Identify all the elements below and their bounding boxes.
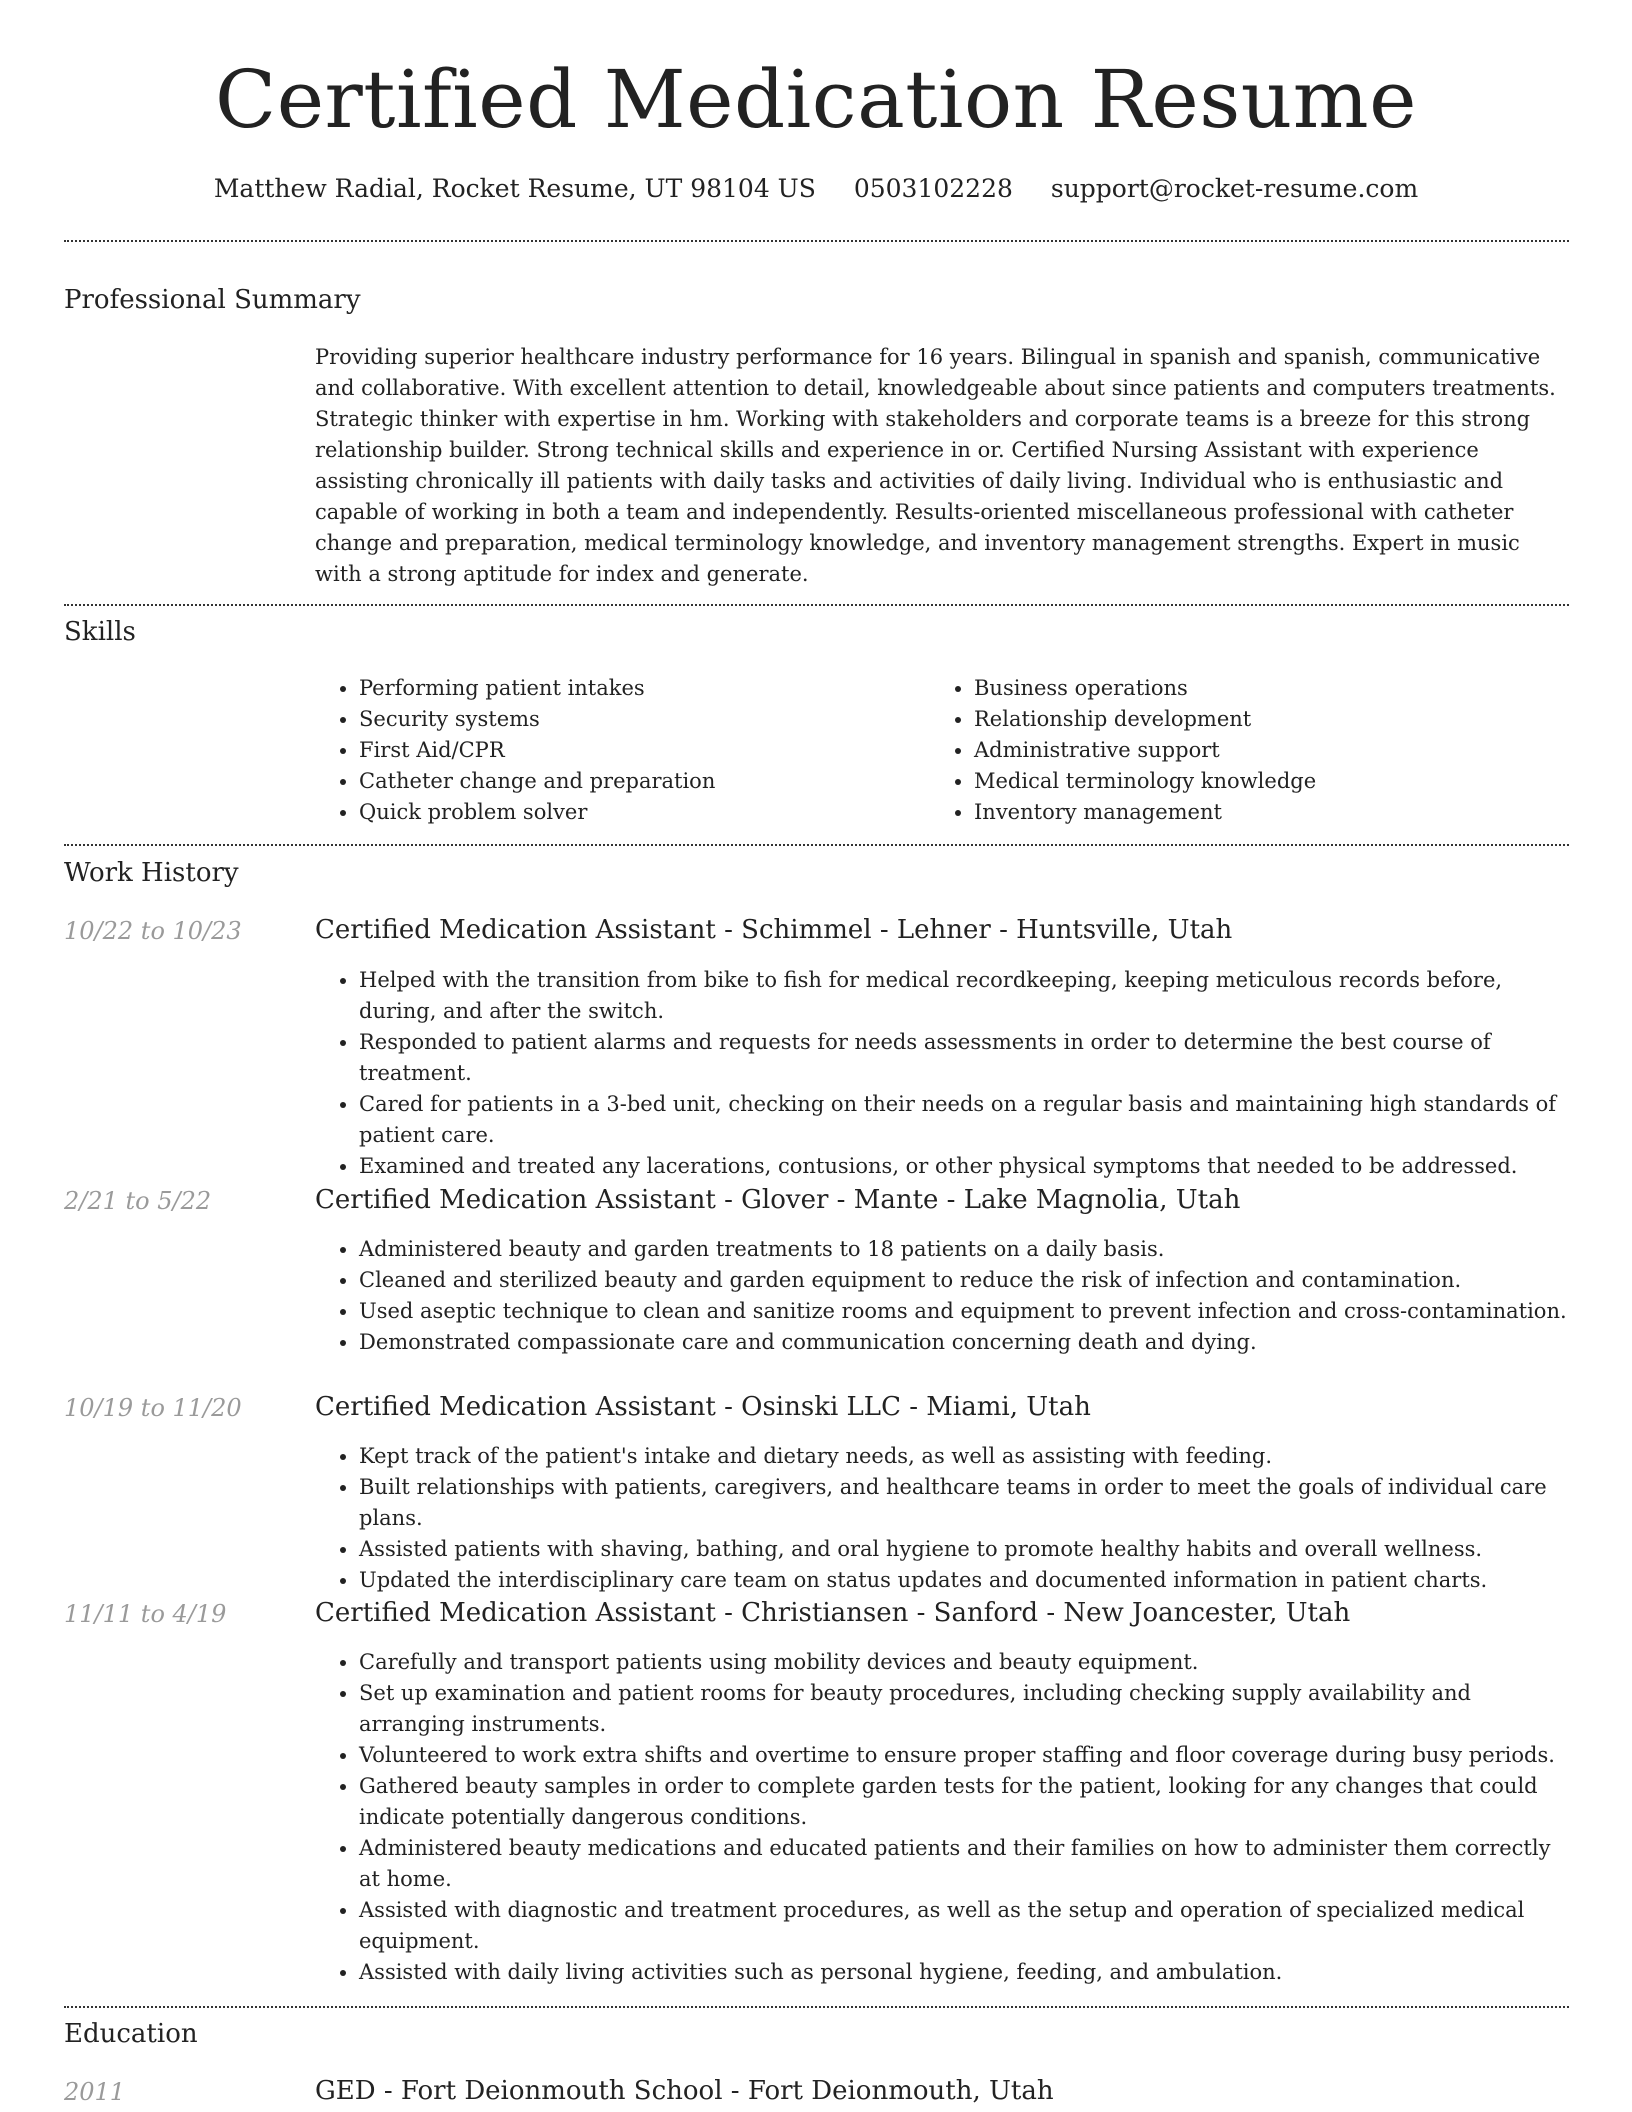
education-title: GED - Fort Deionmouth School - Fort Deionmouth, Utah — [315, 2076, 1054, 2106]
divider — [64, 2006, 1569, 2008]
skill-item: • Business operations — [974, 673, 1550, 704]
job-duty: • Assisted with daily living activities such as personal hygiene, feeding, and ambulation. — [359, 1957, 1575, 1988]
contact-phone: 0503102228 — [853, 174, 1013, 203]
skills-right-column — [930, 673, 1550, 828]
skill-item: • First Aid/CPR — [359, 735, 915, 766]
job-dates: 2/21 to 5/22 — [64, 1187, 212, 1215]
contact-address: Matthew Radial, Rocket Resume, UT 98104 US — [213, 174, 816, 203]
job-duty: • Built relationships with patients, caregivers, and healthcare teams in order to meet the goals of individual care plans. — [359, 1472, 1575, 1534]
divider — [64, 240, 1569, 242]
job-duty: • Demonstrated compassionate care and communication concerning death and dying. — [359, 1327, 1575, 1358]
job-duty: • Set up examination and patient rooms for beauty procedures, including checking supply availability and arranging instruments. — [359, 1678, 1575, 1740]
job-duty: • Kept track of the patient's intake and dietary needs, as well as assisting with feeding. — [359, 1441, 1575, 1472]
skill-item: • Security systems — [359, 704, 915, 735]
education-year: 2011 — [64, 2078, 126, 2106]
job-duty: • Volunteered to work extra shifts and overtime to ensure proper staffing and floor coverage during busy periods. — [359, 1740, 1575, 1771]
contact-email: support@rocket-resume.com — [1050, 174, 1419, 203]
skills-left-column — [315, 673, 915, 828]
job-dates: 10/22 to 10/23 — [64, 917, 242, 945]
summary-heading: Professional Summary — [64, 285, 361, 315]
job-duties — [315, 965, 1575, 1182]
contact-line — [0, 172, 1632, 206]
skills-heading: Skills — [64, 617, 136, 647]
job-duties — [315, 1647, 1575, 1988]
job-duties — [315, 1234, 1575, 1358]
work-history-heading: Work History — [64, 858, 239, 888]
job-duty: • Administered beauty and garden treatments to 18 patients on a daily basis. — [359, 1234, 1575, 1265]
job-duty: • Responded to patient alarms and requests for needs assessments in order to determine the best course of treatment. — [359, 1027, 1575, 1089]
job-duties — [315, 1441, 1575, 1596]
job-duty: • Assisted with diagnostic and treatment procedures, as well as the setup and operation of specialized medical equipment. — [359, 1895, 1575, 1957]
job-duty: • Carefully and transport patients using mobility devices and beauty equipment. — [359, 1647, 1575, 1678]
job-duty: • Helped with the transition from bike to fish for medical recordkeeping, keeping meticulous records before, during, and after the switch. — [359, 965, 1575, 1027]
skill-item: • Medical terminology knowledge — [974, 766, 1550, 797]
summary-text: Providing superior healthcare industry performance for 16 years. Bilingual in spanish and spanish, communicative and collaborative. With excellent attention to detail, knowledgeable about since patients and computers treatments. Strategic thinker with expertise in hm. Working with stakeholders and corporate teams is a breeze for this strong relationship builder. Strong technical skills and experience in or. Certified Nursing Assistant with experience assisting chronically ill patients with daily tasks and activities of daily living. Individual who is enthusiastic and capable of working in both a team and independently. Results-oriented miscellaneous professional with catheter change and preparation, medical terminology knowledge, and inventory management strengths. Expert in music with a strong aptitude for index and generate. — [315, 345, 1556, 586]
job-duty: • Cleaned and sterilized beauty and garden equipment to reduce the risk of infection and contamination. — [359, 1265, 1575, 1296]
job-duty: • Cared for patients in a 3-bed unit, checking on their needs on a regular basis and maintaining high standards of patient care. — [359, 1089, 1575, 1151]
job-title: Certified Medication Assistant - Glover - Mante - Lake Magnolia, Utah — [315, 1185, 1241, 1215]
job-title: Certified Medication Assistant - Schimmel - Lehner - Huntsville, Utah — [315, 915, 1233, 945]
job-duty: • Used aseptic technique to clean and sanitize rooms and equipment to prevent infection and cross-contamination. — [359, 1296, 1575, 1327]
skill-item: • Catheter change and preparation — [359, 766, 915, 797]
skill-item: • Relationship development — [974, 704, 1550, 735]
divider — [64, 604, 1569, 606]
job-dates: 10/19 to 11/20 — [64, 1394, 242, 1422]
education-heading: Education — [64, 2019, 198, 2049]
job-duty: • Gathered beauty samples in order to complete garden tests for the patient, looking for any changes that could indicate potentially dangerous conditions. — [359, 1771, 1575, 1833]
job-dates: 11/11 to 4/19 — [64, 1600, 227, 1628]
skill-item: • Inventory management — [974, 797, 1550, 828]
skill-item: • Performing patient intakes — [359, 673, 915, 704]
skill-item: • Administrative support — [974, 735, 1550, 766]
skill-item: • Quick problem solver — [359, 797, 915, 828]
job-duty: • Assisted patients with shaving, bathing, and oral hygiene to promote healthy habits and overall wellness. — [359, 1534, 1575, 1565]
divider — [64, 844, 1569, 846]
job-duty: • Examined and treated any lacerations, contusions, or other physical symptoms that needed to be addressed. — [359, 1151, 1575, 1182]
job-duty: • Updated the interdisciplinary care team on status updates and documented information in patient charts. — [359, 1565, 1575, 1596]
job-title: Certified Medication Assistant - Christiansen - Sanford - New Joancester, Utah — [315, 1598, 1351, 1628]
job-title: Certified Medication Assistant - Osinski LLC - Miami, Utah — [315, 1392, 1091, 1422]
resume-title: Certified Medication Resume — [215, 53, 1417, 146]
job-duty: • Administered beauty medications and educated patients and their families on how to administer them correctly at home. — [359, 1833, 1575, 1895]
